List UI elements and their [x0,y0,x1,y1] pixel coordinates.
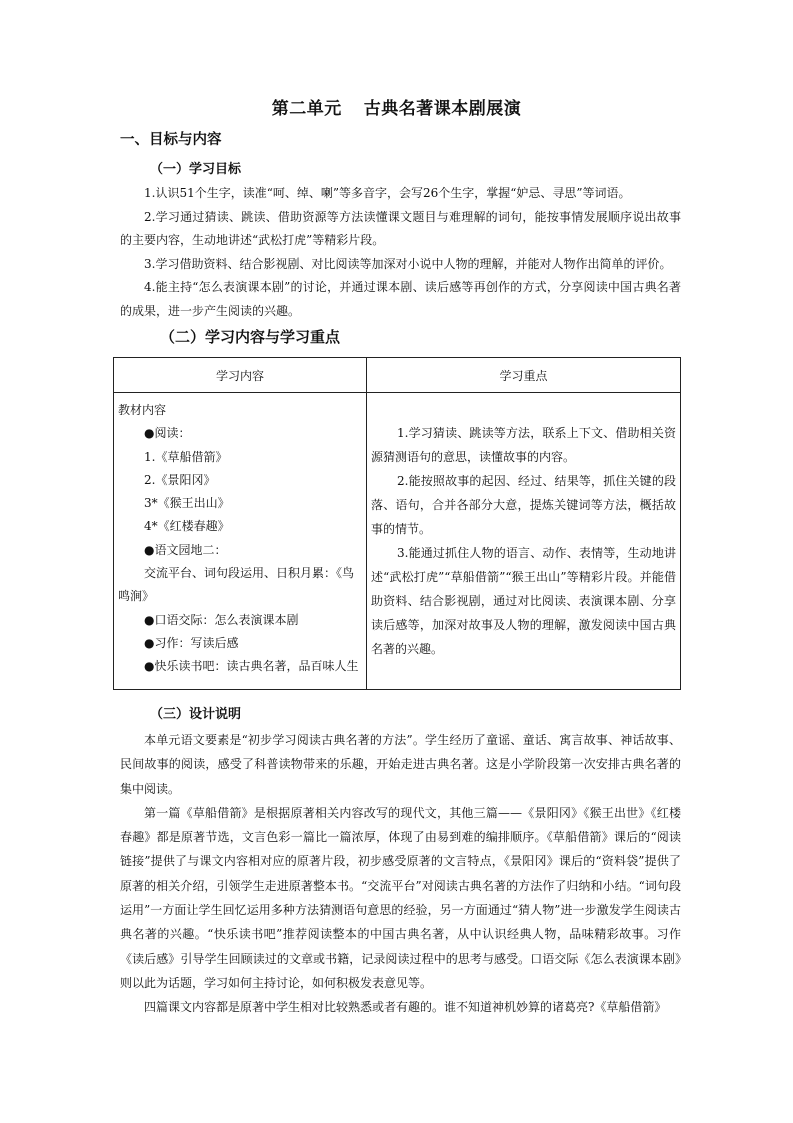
list-item: ●口语交际：怎么表演课本剧 [144,612,299,627]
table-row [114,393,681,690]
page-title [0,94,793,119]
list-item: 1.《草船借箭》 [144,449,228,464]
list-item: ●阅读： [144,426,191,441]
focus-item: 2.能按照故事的起因、经过、结果等，抓住关键的段落、语句，合并各部分大意，提炼关键词等方法，概括故事的情节。 [371,474,676,536]
list-item: 4*《红楼春趣》 [144,519,230,534]
list-item: 2.《景阳冈》 [144,472,216,487]
subheading-learning-goals: （一）学习目标 [150,162,242,177]
design-notes [120,728,681,1020]
list-item: 3*《猴王出山》 [144,496,230,511]
list-item: ●语文园地二： [144,542,227,557]
table-header-row [114,358,681,393]
goal-item: 1.认识51个生字，读准“呵、绰、喇”等多音字，会写26个生字，掌握“妒忌、寻思”等词语。 [144,186,631,200]
focus-item: 3.能通过抓住人物的语言、动作、表情等，生动地讲述“武松打虎”“草船借箭”“猴王出山”等精彩片段。并能借助资料、结合影视剧，通过对比阅读、表演课本剧、分享读后感等，加深对故事及人物的理解，激发阅读中国古典名著的兴趣。 [371,546,676,656]
list-item: 交流平台、词句段运用、日积月累：《鸟 [144,566,355,581]
learning-goals-list [120,182,681,323]
section-heading-goals-content: 一、目标与内容 [120,132,222,148]
goal-item: 2.学习通过猜读、跳读、借助资源等方法读懂课文题目与难理解的词句，能按事情发展顺序说出故事的主要内容，生动地讲述“武松打虎”等精彩片段。 [120,209,681,247]
goal-item: 3.学习借助资料、结合影视剧、对比阅读等加深对小说中人物的理解，并能对人物作出简单的评价。 [144,256,672,271]
list-item: ●习作：写读后感 [144,635,239,650]
column-header-focus: 学习重点 [367,358,681,393]
design-paragraph: 四篇课文内容都是原著中学生相对比较熟悉或者有趣的。谁不知道神机妙算的诸葛亮?《草船借箭》 [144,1000,667,1015]
title-theme: 古典名著课本剧展演 [363,99,522,119]
subheading-learning-content: （二）学习内容与学习重点 [160,328,341,346]
design-paragraph: 第一篇《草船借箭》是根据原著相关内容改写的现代文，其他三篇——《景阳冈》《猴王出世》《红楼春趣》都是原著节选，文言色彩一篇比一篇浓厚，体现了由易到难的编排顺序。《草船借箭》课后的“阅读链接”提供了与课文内容相对应的原著片段，初步感受原著的文言特点，《景阳冈》课后的“资料袋”提供了原著的相关介绍，引领学生走进原著整本书。“交流平台”对阅读古典名著的方法作了归纳和小结。“词句段运用”一方面让学生回忆运用多种方法猜测语句意思的经验，另一方面通过“猜人物”进一步激发学生阅读古典名著的兴趣。“快乐读书吧”推荐阅读整本的中国古典名著，从中认识经典人物，品味精彩故事。习作《读后感》引导学生回顾读过的文章或书籍，记录阅读过程中的思考与感受。口语交际《怎么表演课本剧》则以此为话题，学习如何主持讨论，如何积极发表意见等。 [120,805,681,990]
column-header-content: 学习内容 [114,358,367,393]
list-item: 鸣涧》 [118,589,155,604]
content-table [113,357,681,690]
goal-item: 4.能主持“怎么表演课本剧”的讨论，并通过课本剧、读后感等再创作的方式，分享阅读中国古典名著的成果，进一步产生阅读的兴趣。 [120,280,681,318]
list-item: ●快乐读书吧：读古典名著，品百味人生 [144,659,359,674]
focus-item: 1.学习猜读、跳读等方法，联系上下文、借助相关资源猜测语句的意思，读懂故事的内容。 [371,426,676,464]
title-unit: 第二单元 [271,99,342,119]
design-paragraph: 本单元语文要素是“初步学习阅读古典名著的方法”。学生经历了童谣、童话、寓言故事、神话故事、民间故事的阅读，感受了科普读物带来的乐趣，开始走进古典名著。这是小学阶段第一次安排古典名著的集中阅读。 [120,733,681,796]
focus-cell [367,393,681,690]
list-item: 教材内容 [118,403,167,417]
subheading-design-notes: （三）设计说明 [150,707,242,722]
content-cell [114,393,367,690]
